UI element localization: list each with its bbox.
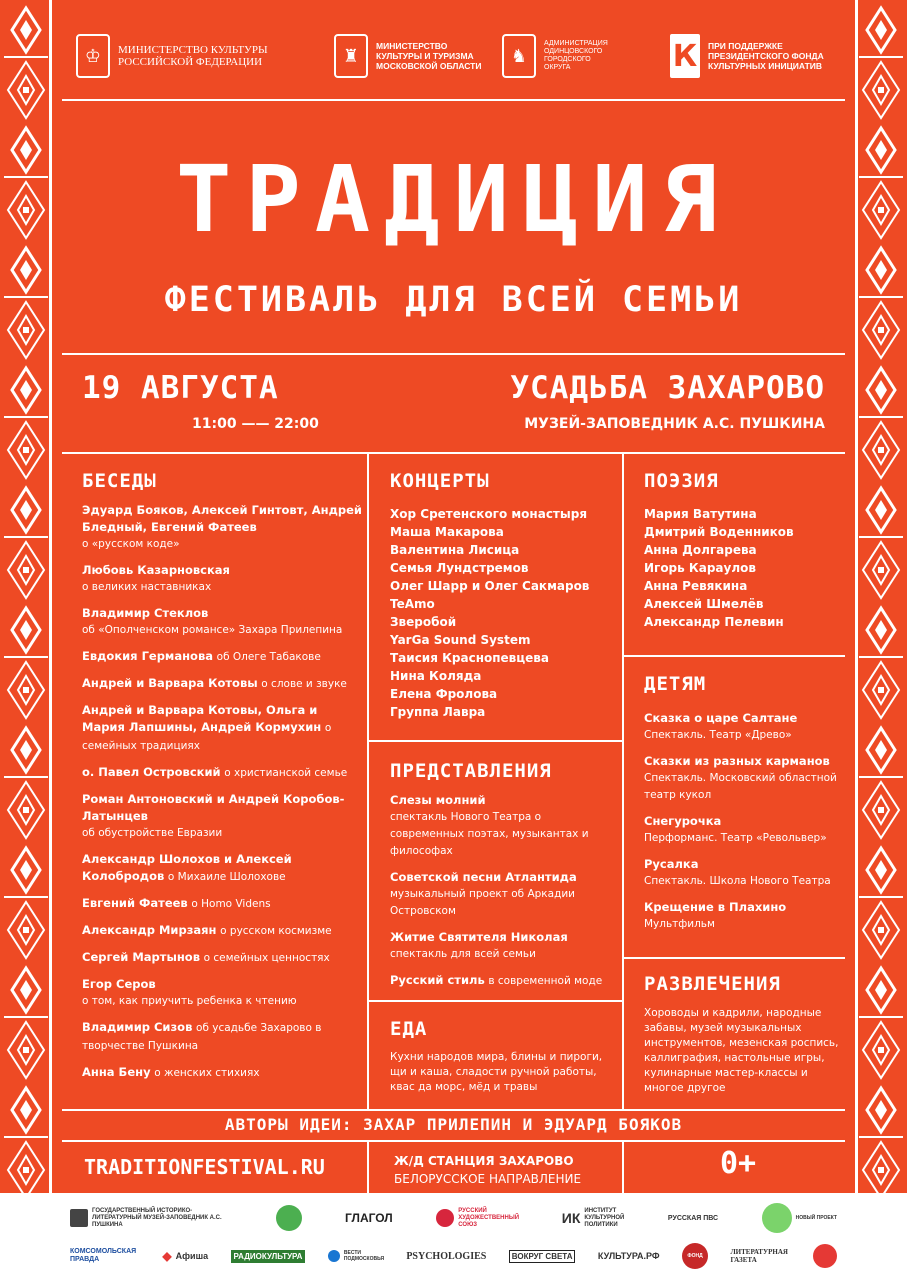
list-item: Роман Антоновский и Андрей Коробов-Латынцев об обустройстве Евразии [82, 792, 345, 839]
food-text: Кухни народов мира, блины и пироги, щи и каша, сладости ручной работы, квас да морс, мёд и травы [390, 1051, 603, 1093]
divider [62, 452, 845, 454]
regional-emblem-icon: ♜ [334, 34, 368, 78]
partner-logo: РУССКИЙ ХУДОЖЕСТВЕННЫЙ СОЮЗ [436, 1208, 518, 1229]
tree-icon [276, 1205, 302, 1231]
partner-logo: ВЕСТИ ПОДМОСКОВЬЯ [328, 1250, 384, 1262]
list-item: Русалка Спектакль. Школа Нового Театра [644, 857, 831, 887]
list-item: Андрей и Варвара Котовы, Ольга и Мария Лапшины, Андрей Кормухин о семейных традициях [82, 703, 332, 752]
odintsovo-emblem-icon: ♞ [502, 34, 536, 78]
kids-list [644, 710, 849, 942]
list-item: Алексей Шмелёв [644, 597, 764, 611]
section-heading-kids: ДЕТЯМ [644, 673, 707, 695]
shows-list [390, 792, 615, 999]
list-item: Советской песни Атлантида музыкальный проект об Аркадии Островском [390, 870, 577, 917]
list-item: Андрей и Варвара Котовы о слове и звуке [82, 676, 347, 690]
partners-row-1 [70, 1203, 837, 1233]
section-heading-poetry: ПОЭЗИЯ [644, 470, 719, 492]
divider [622, 957, 845, 959]
list-item: TeAmo [390, 597, 435, 611]
list-item: Олег Шарр и Олег Сакмаров [390, 579, 590, 593]
partner-logo [813, 1244, 837, 1268]
besedy-list [82, 502, 362, 1091]
partners-strip [0, 1193, 907, 1280]
poster-frame [62, 0, 845, 1193]
list-item: Сказки из разных карманов Спектакль. Московский областной театр кукол [644, 754, 837, 801]
divider [622, 655, 845, 657]
list-item: Сказка о царе Салтане Спектакль. Театр «Древо» [644, 711, 798, 741]
list-item: Евгений Фатеев о Homo Videns [82, 896, 271, 910]
festival-title: ТРАДИЦИЯ [175, 146, 732, 253]
divider-vertical [367, 1140, 369, 1193]
list-item: Эдуард Бояков, Алексей Гинтовт, Андрей Бледный, Евгений Фатеев о «русском коде» [82, 503, 362, 550]
list-item: Елена Фролова [390, 687, 498, 701]
list-item: Любовь Казарновская о великих наставниках [82, 563, 230, 593]
list-item: Русский стиль в современной моде [390, 973, 603, 987]
list-item: Зверобой [390, 615, 457, 629]
list-item: YarGa Sound System [390, 633, 531, 647]
divider [367, 1000, 622, 1002]
section-heading-food: ЕДА [390, 1018, 428, 1040]
list-item: Анна Долгарева [644, 543, 757, 557]
partner-logo: ЛИТЕРАТУРНАЯ ГАЗЕТА [730, 1248, 788, 1264]
partner-logo: РАДИОКУЛЬТУРА [231, 1250, 306, 1263]
partner-logo: ВОКРУГ СВЕТА [509, 1250, 576, 1263]
list-item: Сергей Мартынов о семейных ценностях [82, 950, 330, 964]
sponsor-ministry-region: ♜ МИНИСТЕРСТВО КУЛЬТУРЫ И ТУРИЗМА МОСКОВСКОЙ ОБЛАСТИ [334, 34, 481, 78]
section-heading-shows: ПРЕДСТАВЛЕНИЯ [390, 760, 552, 782]
list-item: Валентина Лисица [390, 543, 520, 557]
festival-subtitle: ФЕСТИВАЛЬ ДЛЯ ВСЕЙ СЕМЬИ [164, 280, 743, 320]
list-item: Владимир Сизов об усадьбе Захарово в творчестве Пушкина [82, 1020, 322, 1052]
fun-text: Хороводы и кадрили, народные забавы, музей музыкальных инструментов, мезенская роспись, каллиграфия, настольные игры, кулинарные мастер-классы и многое другое [644, 1007, 839, 1094]
partner-logo: PSYCHOLOGIES [406, 1250, 487, 1262]
partner-badge-icon [813, 1244, 837, 1268]
partner-logo: НОВЫЙ ПРОЕКТ [762, 1203, 837, 1233]
poetry-list [644, 505, 844, 631]
eagle-emblem-icon: ♔ [76, 34, 110, 78]
divider [367, 740, 622, 742]
concerts-list [390, 505, 615, 721]
website-link[interactable]: TRADITIONFESTIVAL.RU [84, 1155, 325, 1179]
divider-vertical [367, 452, 369, 1109]
list-item: Анна Бену о женских стихиях [82, 1065, 260, 1079]
train-station: Ж/Д СТАНЦИЯ ЗАХАРОВО БЕЛОРУССКОЕ НАПРАВЛЕНИЕ [394, 1154, 582, 1186]
sponsor-odintsovo: ♞ АДМИНИСТРАЦИЯ ОДИНЦОВСКОГО ГОРОДСКОГО ОКРУГА [502, 34, 608, 78]
sponsor-presidential-fund: К ПРИ ПОДДЕРЖКЕ ПРЕЗИДЕНТСКОГО ФОНДА КУЛЬТУРНЫХ ИНИЦИАТИВ [670, 34, 824, 78]
museum-icon [70, 1209, 88, 1227]
list-item: Дмитрий Воденников [644, 525, 794, 539]
divider [62, 1140, 845, 1142]
list-item: Нина Коляда [390, 669, 482, 683]
partner-logo: ГОСУДАРСТВЕННЫЙ ИСТОРИКО-ЛИТЕРАТУРНЫЙ МУЗЕЙ-ЗАПОВЕДНИК А.С. ПУШКИНА [70, 1208, 232, 1229]
divider [62, 353, 845, 355]
k-logo-icon: К [670, 34, 700, 78]
list-item: Таисия Краснопевцева [390, 651, 549, 665]
list-item: Хор Сретенского монастыря [390, 507, 588, 521]
partner-logo [276, 1205, 302, 1231]
partner-logo: КУЛЬТУРА.РФ [597, 1251, 660, 1261]
festival-date: 19 АВГУСТА [82, 370, 279, 406]
partner-logo: ◆ Афиша [162, 1249, 209, 1263]
divider-vertical [622, 452, 624, 1109]
list-item: Александр Пелевин [644, 615, 784, 629]
section-heading-besedy: БЕСЕДЫ [82, 470, 157, 492]
age-rating: 0+ [720, 1146, 757, 1181]
section-heading-fun: РАЗВЛЕЧЕНИЯ [644, 973, 781, 995]
list-item: Снегурочка Перформанс. Театр «Револьвер» [644, 814, 827, 844]
union-icon [436, 1209, 454, 1227]
list-item: Маша Макарова [390, 525, 504, 539]
list-item: Анна Ревякина [644, 579, 748, 593]
partner-logo: ФОНД [682, 1243, 708, 1269]
ornament-border-right [855, 0, 907, 1193]
list-item: Группа Лавра [390, 705, 486, 719]
partner-logo: ИК ИНСТИТУТ КУЛЬТУРНОЙ ПОЛИТИКИ [561, 1207, 625, 1228]
list-item: Александр Шолохов и Алексей Колобродов о Михаиле Шолохове [82, 852, 292, 883]
sponsor-ministry-culture: ♔ МИНИСТЕРСТВО КУЛЬТУРЫ РОССИЙСКОЙ ФЕДЕРАЦИИ [76, 34, 268, 78]
list-item: о. Павел Островский о христианской семье [82, 765, 348, 779]
divider-vertical [622, 1140, 624, 1193]
festival-venue: УСАДЬБА ЗАХАРОВО [510, 370, 825, 406]
partner-logo: ГЛАГОЛ [345, 1211, 393, 1225]
divider [62, 99, 845, 101]
list-item: Егор Серов о том, как приучить ребенка к чтению [82, 977, 297, 1007]
partners-row-2 [70, 1243, 837, 1269]
ornament-border-left [0, 0, 52, 1193]
list-item: Слезы молний спектакль Нового Театра о современных поэтах, музыкантах и философах [390, 793, 589, 857]
list-item: Семья Лундстремов [390, 561, 529, 575]
list-item: Евдокия Германова об Олеге Табакове [82, 649, 321, 663]
list-item: Александр Мирзаян о русском космизме [82, 923, 332, 937]
festival-time: 11:00 —— 22:00 [192, 416, 319, 432]
list-item: Владимир Стеклов об «Ополченском романсе» Захара Прилепина [82, 606, 343, 636]
list-item: Мария Ватутина [644, 507, 757, 521]
partner-logo: РУССКАЯ ПВС [667, 1214, 719, 1222]
list-item: Крещение в Плахино Мультфильм [644, 900, 787, 930]
list-item: Житие Святителя Николая спектакль для всей семьи [390, 930, 568, 960]
partner-logo: КОМСОМОЛЬСКАЯ ПРАВДА [70, 1248, 137, 1263]
new-project-icon [762, 1203, 792, 1233]
idea-authors: АВТОРЫ ИДЕИ: ЗАХАР ПРИЛЕПИН И ЭДУАРД БОЯКОВ [224, 1115, 683, 1134]
list-item: Игорь Караулов [644, 561, 756, 575]
museum-name: МУЗЕЙ-ЗАПОВЕДНИК А.С. ПУШКИНА [524, 416, 825, 432]
section-heading-concerts: КОНЦЕРТЫ [390, 470, 490, 492]
divider [62, 1109, 845, 1111]
